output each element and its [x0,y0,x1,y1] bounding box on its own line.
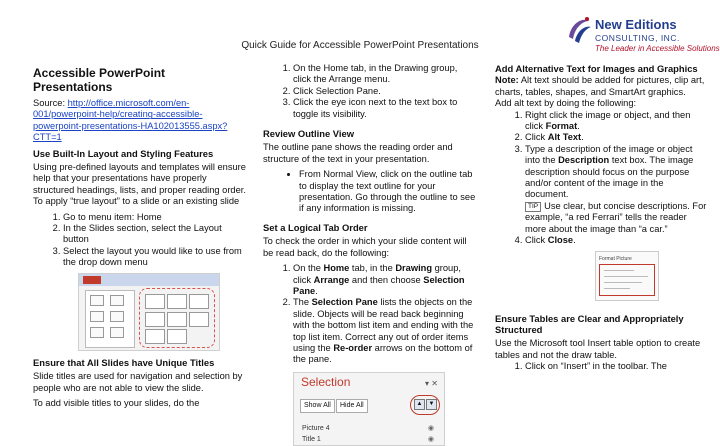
tab-order-step-2: 2. The Selection Pane lists the objects on the slide. Objects will be read back beginning with the bottom list item and ending with the top list item. Correct any out of order items using the Re-order arrows on the bottom of the pane. [293,297,477,365]
section-heading-tables: Ensure Tables are Clear and Appropriately Structured [495,312,684,335]
tab-order-paragraph: To check the order in which your slide content will be read back, do the following: [263,236,467,258]
visibility-step-2: 2. Click Selection Pane. [293,86,477,97]
format-picture-screenshot [595,251,659,301]
format-pane-title: Format Picture [599,255,632,262]
eye-icon: ◉ [427,435,434,443]
pane-line [604,282,642,283]
visibility-steps [263,63,477,120]
tab-order-step-1: 1. On the Home tab, in the Drawing group, click Arrange and then choose Selection Pane. [293,263,477,297]
layout-step-1: 1. Go to menu item: Home [63,212,247,223]
pane-controls-icon: ▾ ✕ [425,378,438,388]
tip-icon: TIP [525,202,541,212]
section-heading-titles: Ensure that All Slides have Unique Titles [33,356,215,368]
eye-icon: ◉ [427,424,434,432]
alt-step-4: 4. Click Close. [525,235,707,246]
section-heading-alt-text: Add Alternative Text for Images and Graphics [495,63,698,74]
layout-text-2: To apply “true layout” to a slide or an existing slide [33,196,240,207]
layout-option [145,329,165,344]
column-right [495,63,707,377]
slide-thumb [110,311,124,322]
alt-text-highlight [599,264,655,296]
layout-option [167,312,187,327]
outline-bullet: • From Normal View, click on the outline tab to display the text outline for your presentation. Go through the outline to see if any information is missing. [299,169,477,215]
layout-option [189,294,209,309]
main-heading: Accessible PowerPoint Presentations [33,66,166,94]
selection-pane-screenshot [293,372,445,446]
outline-paragraph: The outline pane shows the reading order and structure of the text in your presentation. [263,142,453,164]
outline-bullets [263,169,477,215]
alt-note: Note: Alt text should be added for pictures, clip art, charts, tables, shapes, and SmartArt graphics. [495,75,705,97]
alt-step-3: 3. Type a description of the image or object into the Description text box. The image description should focus on the purpose and/or content of the image in the document. TIP Use clear, but concise descriptions. For example, “a red Ferrari” tells the reader more about the image than “a car.” [525,144,707,235]
layout-step-2: 2. In the Slides section, select the Layout button [63,223,247,246]
alt-intro: Add alt text by doing the following: [495,98,637,109]
source-link[interactable]: http://office.microsoft.com/en-001/powerpoint-help/creating-accessible-powerpoint-presentations-HA102013555.aspx?CTT=1 [33,98,228,143]
visibility-step-1: 1. On the Home tab, in the Drawing group, click the Arrange menu. [293,63,477,86]
layout-steps [33,212,247,269]
selection-pane-title: Selection [301,374,351,389]
logo-name: New Editions [595,17,677,32]
logo-subtitle: CONSULTING, INC. [595,33,680,43]
titles-paragraph-1: Slide titles are used for navigation and selection by people who are not able to view the slide. [33,371,243,393]
pane-line [604,288,630,289]
source-paragraph [33,98,247,144]
layout-option [145,294,165,309]
alt-step-1: 1. Right click the image or object, and then click Format. [525,110,707,133]
slide-thumb [110,295,124,306]
layout-option [167,329,187,344]
visibility-step-3: 3. Click the eye icon next to the text box to toggle its visibility. [293,97,477,120]
show-all-button: Show All [300,399,335,413]
slide-thumb [110,327,124,338]
pane-line [604,276,648,277]
selection-item: Picture 4 [302,424,330,432]
hide-all-button: Hide All [336,399,368,413]
column-left [33,63,247,413]
alt-step-2: 2. Click Alt Text. [525,132,707,143]
pane-line [604,270,634,271]
slide-thumb [90,327,104,338]
layout-dropdown-highlight [139,288,215,348]
source-label: Source: [33,98,68,108]
layout-option [145,312,165,327]
tables-step-1: 1. Click on “Insert” in the toolbar. The [525,361,707,372]
column-middle [263,63,477,446]
document-title: Quick Guide for Accessible PowerPoint Presentations [241,40,479,51]
section-heading-outline: Review Outline View [263,128,355,140]
tables-paragraph: Use the Microsoft tool Insert table option to create tables and not the draw table. [495,338,701,360]
titles-paragraph-2: To add visible titles to your slides, do the [33,397,200,408]
tab-order-steps [263,263,477,366]
section-heading-layout: Use Built-In Layout and Styling Features [33,147,214,159]
logo-swirl-icon [565,15,593,45]
layout-option [167,294,187,309]
logo-tagline: The Leader in Accessible Solutions [595,44,720,53]
home-tab-highlight [83,276,101,284]
tables-steps [495,361,707,372]
reorder-arrows-highlight [410,395,440,415]
layout-step-3: 3. Select the layout you would like to use from the drop down menu [63,246,247,269]
layout-option [189,312,209,327]
tip-text: Use clear, but concise descriptions. For example, “a red Ferrari” tells the reader more about the image than “a car.” [525,200,707,234]
move-up-icon: ▲ [414,399,425,410]
slides-panel [85,290,135,348]
layout-text-1: Using pre-defined layouts and templates will ensure help that your presentations have properly structured headings, lists, and proper reading order. [33,162,246,195]
company-logo [565,13,720,59]
section-heading-tab-order: Set a Logical Tab Order [263,221,368,233]
layout-menu-screenshot [78,273,220,351]
alt-steps [495,110,707,247]
selection-item: Title 1 [302,435,321,443]
move-down-icon: ▼ [426,399,437,410]
layout-paragraph [33,162,247,208]
slide-thumb [90,311,104,322]
slide-thumb [90,295,104,306]
